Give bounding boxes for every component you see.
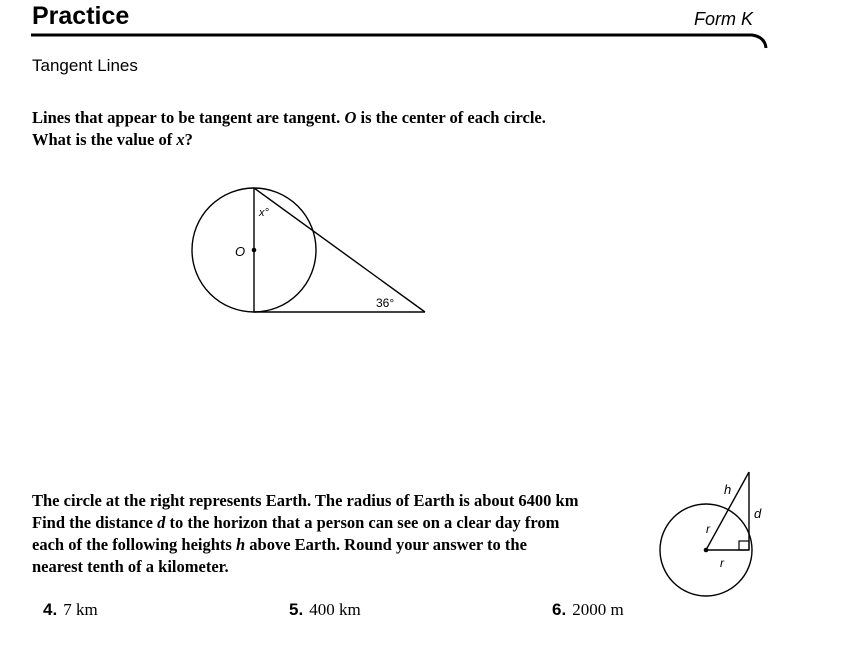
r-base-label: r [720,556,724,570]
d-label: d [754,506,762,521]
angle-36-label: 36° [376,296,395,310]
question-number: 4. [43,600,58,619]
tangent-circle-figure [192,188,425,312]
x-variable: x [176,130,185,149]
question-value: 7 km [63,600,98,619]
question-mark: ? [184,130,193,149]
d-variable: d [157,513,166,532]
earth-line-1: The circle at the right represents Earth. The radius of Earth is about 6400 km [32,491,579,510]
form-label: Form K [694,9,754,29]
question-number: 5. [289,600,304,619]
right-angle-marker [739,541,749,550]
section-title: Tangent Lines [32,56,138,75]
earth-line-3-tail: above Earth. Round your answer to the [249,535,527,554]
earth-figure [660,472,762,596]
center-variable: O [344,108,357,127]
r-slant-label: r [706,522,710,536]
question-5 [289,598,361,622]
h-variable: h [235,535,246,554]
earth-line-2-tail: to the horizon that a person can see on a clear day from [169,513,560,532]
question-lead: What is the value of [32,130,173,149]
question-value: 2000 m [572,600,624,619]
question-4 [43,598,98,622]
angle-x-label: x° [259,207,269,219]
earth-problem [32,490,662,578]
question-number: 6. [552,600,567,619]
center-label: O [235,244,246,259]
earth-line-3-lead: each of the following heights [32,535,232,554]
question-value: 400 km [309,600,361,619]
instructions-lead: Lines that appear to be tangent are tangent. [32,108,341,127]
question-6 [552,598,624,622]
earth-line-4: nearest tenth of a kilometer. [32,557,229,576]
secant-line [254,188,425,312]
page-title: Practice [32,2,130,30]
center-point [252,248,257,253]
earth-center [704,548,709,553]
instructions-tail: is the center of each circle. [360,108,546,127]
h-label: h [724,482,732,497]
earth-line-2-lead: Find the distance [32,513,154,532]
